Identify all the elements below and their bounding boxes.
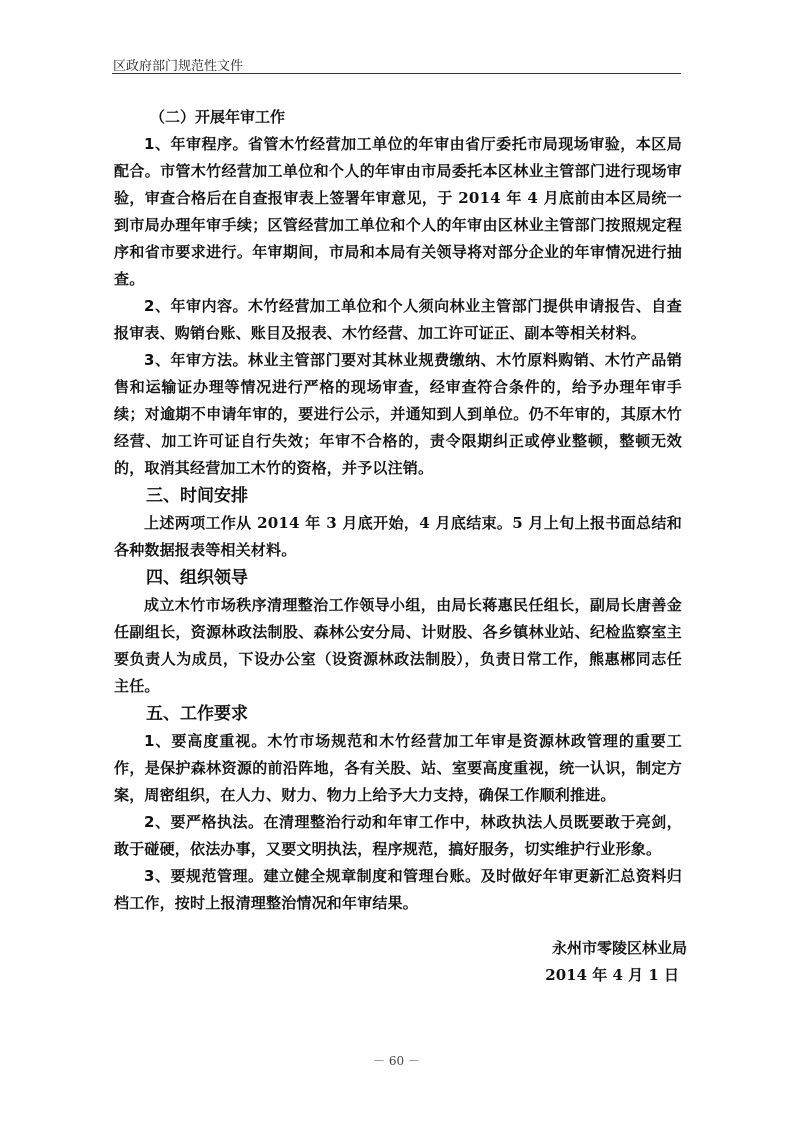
- signature-block: [545, 935, 687, 989]
- paragraph-attention: [114, 728, 682, 809]
- paragraph-lead: 2、年审内容。: [144, 297, 249, 315]
- paragraph-annual-review-content: [114, 293, 682, 347]
- signature-date: 2014 年 4 月 1 日: [545, 966, 679, 984]
- paragraph-management: [114, 863, 682, 917]
- document-body: [114, 104, 682, 917]
- paragraph-lead: 1、年审程序。: [144, 135, 249, 153]
- paragraph-text: 省管木竹经营加工单位的年审由省厅委托市局现场审验，本区局配合。市管木竹经营加工单位和个人的年审由市局委托本区林业主管部门进行现场审验，审查合格后在自查报审表上签署年审意见，于 2014 年 4 月底前由本区局统一到市局办理年审手续；区管经营加工单位和个人的年审由区林业主管部门按照规定程序和省市要求进行。年审期间，市局和本局有关领导将对部分企业的年审情况进行抽查。: [114, 135, 682, 288]
- section-3-heading: 三、时间安排: [146, 486, 248, 506]
- page-number: － 60 －: [373, 1054, 420, 1068]
- header-divider: [112, 73, 681, 74]
- paragraph-text: 木竹市场规范和木竹经营加工年审是资源林政管理的重要工作，是保护森林资源的前沿阵地，各有关股、站、室要高度重视，统一认识，制定方案，周密组织，在人力、财力、物力上给予大力支持，确保工作顺利推进。: [114, 732, 682, 804]
- section-2-title: （二）开展年审工作: [150, 108, 286, 126]
- paragraph-lead: 3、年审方法。: [144, 351, 249, 369]
- section-4-heading: 四、组织领导: [146, 568, 248, 588]
- paragraph-annual-review-method: [114, 347, 682, 482]
- paragraph-text: 在清理整治行动和年审工作中，林政执法人员既要敢于亮剑，敢于碰硬，依法办事，又要文明执法，程序规范，搞好服务，切实维护行业形象。: [114, 813, 682, 858]
- paragraph-annual-review-procedure: [114, 131, 682, 293]
- document-header: 区政府部门规范性文件: [113, 59, 244, 74]
- paragraph-lead: 3、要规范管理。: [144, 867, 264, 885]
- paragraph-text: 木竹经营加工单位和个人须向林业主管部门提供申请报告、自查报审表、购销台账、账目及报表、木竹经营、加工许可证正、副本等相关材料。: [114, 297, 682, 342]
- paragraph-lead: 1、要高度重视。: [144, 732, 268, 750]
- paragraph-schedule: 上述两项工作从 2014 年 3 月底开始，4 月底结束。5 月上旬上报书面总结和各种数据报表等相关材料。: [114, 514, 682, 559]
- paragraph-leadership: 成立木竹市场秩序清理整治工作领导小组，由局长蒋惠民任组长，副局长唐善金任副组长，资源林政法制股、森林公安分局、计财股、各乡镇林业站、纪检监察室主要负责人为成员，下设办公室（设资源林政法制股），负责日常工作，熊惠郴同志任主任。: [114, 596, 682, 695]
- paragraph-text: 建立健全规章制度和管理台账。及时做好年审更新汇总资料归档工作，按时上报清理整治情况和年审结果。: [114, 867, 682, 912]
- paragraph-enforcement: [114, 809, 682, 863]
- paragraph-lead: 2、要严格执法。: [144, 813, 264, 831]
- section-5-heading: 五、工作要求: [146, 704, 248, 724]
- signature-org: 永州市零陵区林业局: [551, 939, 687, 957]
- paragraph-text: 林业主管部门要对其林业规费缴纳、木竹原料购销、木竹产品销售和运输证办理等情况进行严格的现场审查，经审查符合条件的，给予办理年审手续；对逾期不申请年审的，要进行公示，并通知到人到单位。仍不年审的，其原木竹经营、加工许可证自行失效；年审不合格的，责令限期纠正或停业整顿，整顿无效的，取消其经营加工木竹的资格，并予以注销。: [114, 351, 682, 477]
